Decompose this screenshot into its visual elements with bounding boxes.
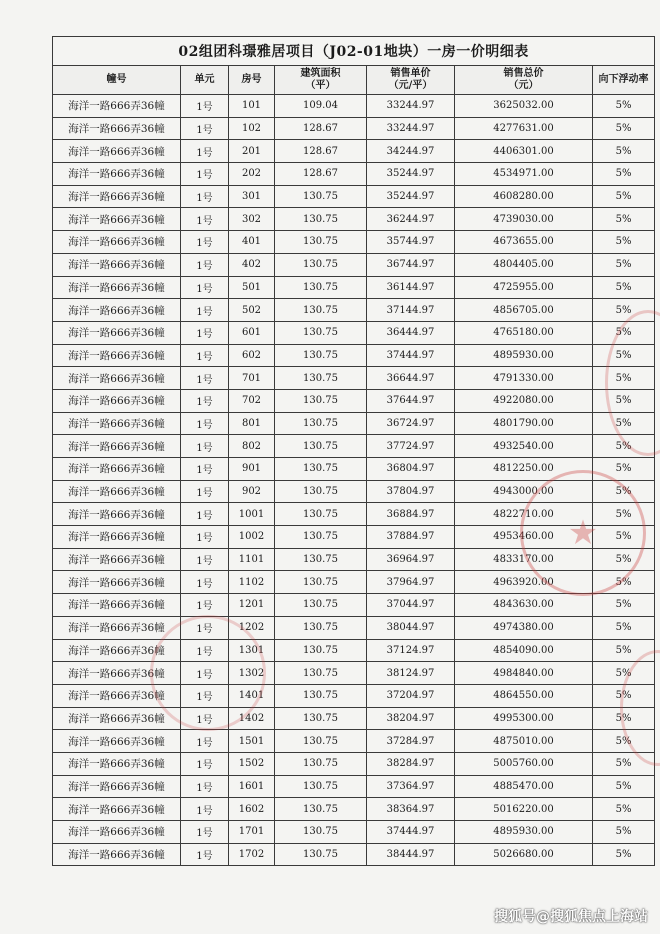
header-float-rate: 向下浮动率 <box>593 66 655 95</box>
cell-unit: 1号 <box>181 503 229 526</box>
table-row <box>53 730 655 753</box>
cell-area: 130.75 <box>275 730 367 753</box>
cell-area: 130.75 <box>275 571 367 594</box>
cell-area: 130.75 <box>275 480 367 503</box>
cell-total-price: 4277631.00 <box>455 117 593 140</box>
cell-room: 1402 <box>229 707 275 730</box>
table-row <box>53 185 655 208</box>
cell-room: 602 <box>229 344 275 367</box>
cell-unit: 1号 <box>181 321 229 344</box>
cell-building: 海洋一路666弄36幢 <box>53 253 181 276</box>
cell-building: 海洋一路666弄36幢 <box>53 480 181 503</box>
cell-total-price: 4725955.00 <box>455 276 593 299</box>
cell-float-rate: 5% <box>593 707 655 730</box>
cell-room: 202 <box>229 163 275 186</box>
table-row <box>53 458 655 481</box>
cell-float-rate: 5% <box>593 95 655 118</box>
cell-building: 海洋一路666弄36幢 <box>53 458 181 481</box>
table-row <box>53 367 655 390</box>
header-row <box>53 66 655 95</box>
cell-unit: 1号 <box>181 684 229 707</box>
cell-total-price: 4885470.00 <box>455 775 593 798</box>
table-row <box>53 594 655 617</box>
cell-unit-price: 35244.97 <box>367 163 455 186</box>
table-row <box>53 231 655 254</box>
cell-float-rate: 5% <box>593 435 655 458</box>
cell-unit-price: 37444.97 <box>367 344 455 367</box>
cell-unit-price: 35244.97 <box>367 185 455 208</box>
table-row <box>53 503 655 526</box>
cell-area: 130.75 <box>275 503 367 526</box>
cell-unit: 1号 <box>181 185 229 208</box>
cell-building: 海洋一路666弄36幢 <box>53 299 181 322</box>
table-row <box>53 548 655 571</box>
cell-building: 海洋一路666弄36幢 <box>53 208 181 231</box>
cell-room: 1201 <box>229 594 275 617</box>
cell-unit: 1号 <box>181 435 229 458</box>
cell-float-rate: 5% <box>593 775 655 798</box>
table-row <box>53 480 655 503</box>
cell-float-rate: 5% <box>593 798 655 821</box>
seal-star-icon: ★ <box>567 513 599 553</box>
cell-area: 130.75 <box>275 299 367 322</box>
cell-building: 海洋一路666弄36幢 <box>53 798 181 821</box>
cell-unit-price: 37644.97 <box>367 389 455 412</box>
cell-unit: 1号 <box>181 571 229 594</box>
cell-unit: 1号 <box>181 730 229 753</box>
cell-total-price: 5005760.00 <box>455 752 593 775</box>
cell-float-rate: 5% <box>593 730 655 753</box>
cell-building: 海洋一路666弄36幢 <box>53 821 181 844</box>
cell-unit-price: 33244.97 <box>367 95 455 118</box>
cell-unit-price: 37884.97 <box>367 526 455 549</box>
cell-total-price: 4953460.00 <box>455 526 593 549</box>
cell-area: 130.75 <box>275 208 367 231</box>
header-total-price-line1: 销售总价 <box>503 68 544 79</box>
cell-total-price: 4995300.00 <box>455 707 593 730</box>
cell-building: 海洋一路666弄36幢 <box>53 594 181 617</box>
cell-unit: 1号 <box>181 480 229 503</box>
cell-unit: 1号 <box>181 253 229 276</box>
cell-area: 130.75 <box>275 775 367 798</box>
cell-unit: 1号 <box>181 344 229 367</box>
cell-room: 402 <box>229 253 275 276</box>
table-row <box>53 208 655 231</box>
header-room: 房号 <box>229 66 275 95</box>
cell-total-price: 5026680.00 <box>455 843 593 866</box>
cell-building: 海洋一路666弄36幢 <box>53 95 181 118</box>
table-row <box>53 775 655 798</box>
cell-unit: 1号 <box>181 367 229 390</box>
cell-building: 海洋一路666弄36幢 <box>53 571 181 594</box>
cell-unit-price: 38124.97 <box>367 662 455 685</box>
cell-area: 130.75 <box>275 276 367 299</box>
cell-unit: 1号 <box>181 752 229 775</box>
header-total-price <box>455 66 593 95</box>
cell-unit-price: 37964.97 <box>367 571 455 594</box>
cell-area: 130.75 <box>275 707 367 730</box>
cell-building: 海洋一路666弄36幢 <box>53 276 181 299</box>
cell-float-rate: 5% <box>593 231 655 254</box>
cell-building: 海洋一路666弄36幢 <box>53 321 181 344</box>
cell-unit: 1号 <box>181 594 229 617</box>
table-row <box>53 616 655 639</box>
cell-area: 128.67 <box>275 117 367 140</box>
cell-area: 130.75 <box>275 526 367 549</box>
watermark-text: 搜狐号@搜狐焦点上海站 <box>494 909 648 925</box>
cell-unit-price: 38284.97 <box>367 752 455 775</box>
cell-unit: 1号 <box>181 458 229 481</box>
cell-float-rate: 5% <box>593 299 655 322</box>
table-row <box>53 299 655 322</box>
cell-float-rate: 5% <box>593 684 655 707</box>
cell-unit: 1号 <box>181 798 229 821</box>
cell-float-rate: 5% <box>593 821 655 844</box>
cell-room: 1101 <box>229 548 275 571</box>
cell-total-price: 3625032.00 <box>455 95 593 118</box>
cell-room: 102 <box>229 117 275 140</box>
table-row <box>53 843 655 866</box>
cell-room: 1502 <box>229 752 275 775</box>
cell-room: 1302 <box>229 662 275 685</box>
cell-unit-price: 38044.97 <box>367 616 455 639</box>
header-unit-price <box>367 66 455 95</box>
cell-total-price: 5016220.00 <box>455 798 593 821</box>
cell-building: 海洋一路666弄36幢 <box>53 140 181 163</box>
cell-unit-price: 37444.97 <box>367 821 455 844</box>
cell-float-rate: 5% <box>593 548 655 571</box>
cell-total-price: 4673655.00 <box>455 231 593 254</box>
cell-float-rate: 5% <box>593 276 655 299</box>
cell-float-rate: 5% <box>593 843 655 866</box>
header-area-line1: 建筑面积 <box>300 68 341 79</box>
cell-total-price: 4963920.00 <box>455 571 593 594</box>
cell-unit-price: 36244.97 <box>367 208 455 231</box>
cell-building: 海洋一路666弄36幢 <box>53 548 181 571</box>
cell-area: 109.04 <box>275 95 367 118</box>
cell-total-price: 4943000.00 <box>455 480 593 503</box>
cell-building: 海洋一路666弄36幢 <box>53 389 181 412</box>
cell-area: 130.75 <box>275 752 367 775</box>
cell-room: 1702 <box>229 843 275 866</box>
cell-float-rate: 5% <box>593 117 655 140</box>
header-building: 幢号 <box>53 66 181 95</box>
cell-building: 海洋一路666弄36幢 <box>53 843 181 866</box>
cell-total-price: 4833170.00 <box>455 548 593 571</box>
header-area-line2: （平） <box>305 80 336 91</box>
cell-room: 302 <box>229 208 275 231</box>
cell-room: 1601 <box>229 775 275 798</box>
cell-total-price: 4854090.00 <box>455 639 593 662</box>
cell-unit-price: 37144.97 <box>367 299 455 322</box>
cell-total-price: 4974380.00 <box>455 616 593 639</box>
cell-room: 301 <box>229 185 275 208</box>
table-row <box>53 707 655 730</box>
cell-float-rate: 5% <box>593 367 655 390</box>
cell-room: 902 <box>229 480 275 503</box>
header-area <box>275 66 367 95</box>
cell-unit-price: 38204.97 <box>367 707 455 730</box>
table-row <box>53 344 655 367</box>
cell-float-rate: 5% <box>593 480 655 503</box>
cell-area: 130.75 <box>275 435 367 458</box>
cell-unit: 1号 <box>181 231 229 254</box>
cell-area: 130.75 <box>275 684 367 707</box>
cell-unit-price: 38444.97 <box>367 843 455 866</box>
table-row <box>53 163 655 186</box>
cell-area: 130.75 <box>275 639 367 662</box>
cell-float-rate: 5% <box>593 321 655 344</box>
table-row <box>53 752 655 775</box>
cell-float-rate: 5% <box>593 412 655 435</box>
cell-total-price: 4895930.00 <box>455 344 593 367</box>
cell-unit: 1号 <box>181 276 229 299</box>
cell-float-rate: 5% <box>593 503 655 526</box>
cell-building: 海洋一路666弄36幢 <box>53 616 181 639</box>
cell-area: 130.75 <box>275 616 367 639</box>
cell-room: 701 <box>229 367 275 390</box>
cell-unit: 1号 <box>181 140 229 163</box>
cell-area: 130.75 <box>275 344 367 367</box>
cell-room: 1102 <box>229 571 275 594</box>
cell-float-rate: 5% <box>593 185 655 208</box>
cell-room: 101 <box>229 95 275 118</box>
cell-room: 502 <box>229 299 275 322</box>
cell-float-rate: 5% <box>593 526 655 549</box>
cell-area: 128.67 <box>275 140 367 163</box>
cell-unit: 1号 <box>181 117 229 140</box>
cell-room: 1002 <box>229 526 275 549</box>
cell-unit: 1号 <box>181 775 229 798</box>
cell-room: 1202 <box>229 616 275 639</box>
table-row <box>53 821 655 844</box>
price-list-sheet <box>52 36 654 866</box>
cell-unit-price: 34244.97 <box>367 140 455 163</box>
cell-float-rate: 5% <box>593 458 655 481</box>
cell-area: 130.75 <box>275 321 367 344</box>
cell-unit: 1号 <box>181 389 229 412</box>
cell-area: 130.75 <box>275 662 367 685</box>
cell-total-price: 4984840.00 <box>455 662 593 685</box>
cell-area: 130.75 <box>275 231 367 254</box>
cell-unit-price: 36744.97 <box>367 253 455 276</box>
cell-building: 海洋一路666弄36幢 <box>53 684 181 707</box>
cell-float-rate: 5% <box>593 571 655 594</box>
cell-total-price: 4804405.00 <box>455 253 593 276</box>
cell-building: 海洋一路666弄36幢 <box>53 662 181 685</box>
table-row <box>53 639 655 662</box>
cell-room: 1301 <box>229 639 275 662</box>
table-row <box>53 571 655 594</box>
cell-unit: 1号 <box>181 163 229 186</box>
table-row <box>53 435 655 458</box>
cell-room: 501 <box>229 276 275 299</box>
header-unit-price-line1: 销售单价 <box>390 68 431 79</box>
cell-building: 海洋一路666弄36幢 <box>53 412 181 435</box>
table-row <box>53 412 655 435</box>
cell-building: 海洋一路666弄36幢 <box>53 775 181 798</box>
cell-area: 130.75 <box>275 843 367 866</box>
cell-float-rate: 5% <box>593 163 655 186</box>
cell-total-price: 4843630.00 <box>455 594 593 617</box>
cell-area: 130.75 <box>275 367 367 390</box>
table-row <box>53 140 655 163</box>
cell-area: 130.75 <box>275 548 367 571</box>
cell-unit-price: 38364.97 <box>367 798 455 821</box>
table-title: 02组团科璟雅居项目（J02-01地块）一房一价明细表 <box>53 37 655 66</box>
cell-total-price: 4812250.00 <box>455 458 593 481</box>
cell-unit-price: 33244.97 <box>367 117 455 140</box>
cell-building: 海洋一路666弄36幢 <box>53 707 181 730</box>
cell-room: 601 <box>229 321 275 344</box>
cell-unit-price: 37724.97 <box>367 435 455 458</box>
cell-area: 130.75 <box>275 389 367 412</box>
header-total-price-line2: （元） <box>508 80 539 91</box>
cell-unit: 1号 <box>181 299 229 322</box>
cell-unit: 1号 <box>181 843 229 866</box>
cell-unit-price: 37204.97 <box>367 684 455 707</box>
cell-total-price: 4791330.00 <box>455 367 593 390</box>
cell-total-price: 4922080.00 <box>455 389 593 412</box>
cell-unit-price: 37284.97 <box>367 730 455 753</box>
cell-building: 海洋一路666弄36幢 <box>53 435 181 458</box>
cell-unit: 1号 <box>181 616 229 639</box>
cell-room: 1501 <box>229 730 275 753</box>
cell-building: 海洋一路666弄36幢 <box>53 231 181 254</box>
cell-total-price: 4895930.00 <box>455 821 593 844</box>
table-row <box>53 253 655 276</box>
table-row <box>53 662 655 685</box>
table-row <box>53 389 655 412</box>
cell-room: 702 <box>229 389 275 412</box>
cell-room: 201 <box>229 140 275 163</box>
cell-room: 1602 <box>229 798 275 821</box>
cell-total-price: 4801790.00 <box>455 412 593 435</box>
cell-building: 海洋一路666弄36幢 <box>53 503 181 526</box>
cell-unit: 1号 <box>181 95 229 118</box>
table-row <box>53 798 655 821</box>
cell-building: 海洋一路666弄36幢 <box>53 639 181 662</box>
cell-unit-price: 35744.97 <box>367 231 455 254</box>
cell-unit-price: 36724.97 <box>367 412 455 435</box>
cell-area: 130.75 <box>275 253 367 276</box>
cell-building: 海洋一路666弄36幢 <box>53 730 181 753</box>
cell-building: 海洋一路666弄36幢 <box>53 526 181 549</box>
cell-total-price: 4875010.00 <box>455 730 593 753</box>
cell-unit: 1号 <box>181 208 229 231</box>
cell-total-price: 4406301.00 <box>455 140 593 163</box>
cell-area: 130.75 <box>275 798 367 821</box>
price-table <box>52 36 655 866</box>
cell-building: 海洋一路666弄36幢 <box>53 185 181 208</box>
cell-room: 1701 <box>229 821 275 844</box>
cell-unit-price: 36804.97 <box>367 458 455 481</box>
table-row <box>53 684 655 707</box>
cell-total-price: 4856705.00 <box>455 299 593 322</box>
cell-building: 海洋一路666弄36幢 <box>53 752 181 775</box>
cell-total-price: 4534971.00 <box>455 163 593 186</box>
cell-float-rate: 5% <box>593 594 655 617</box>
cell-room: 401 <box>229 231 275 254</box>
cell-building: 海洋一路666弄36幢 <box>53 344 181 367</box>
table-row <box>53 526 655 549</box>
cell-unit-price: 36884.97 <box>367 503 455 526</box>
cell-unit-price: 37124.97 <box>367 639 455 662</box>
cell-building: 海洋一路666弄36幢 <box>53 367 181 390</box>
cell-area: 130.75 <box>275 594 367 617</box>
cell-float-rate: 5% <box>593 344 655 367</box>
table-body <box>53 95 655 866</box>
table-row <box>53 117 655 140</box>
cell-unit-price: 37364.97 <box>367 775 455 798</box>
cell-total-price: 4822710.00 <box>455 503 593 526</box>
cell-float-rate: 5% <box>593 752 655 775</box>
cell-room: 1401 <box>229 684 275 707</box>
header-unit: 单元 <box>181 66 229 95</box>
cell-float-rate: 5% <box>593 639 655 662</box>
cell-unit-price: 36644.97 <box>367 367 455 390</box>
table-row <box>53 95 655 118</box>
cell-area: 130.75 <box>275 412 367 435</box>
cell-unit-price: 37804.97 <box>367 480 455 503</box>
cell-unit-price: 36444.97 <box>367 321 455 344</box>
cell-total-price: 4864550.00 <box>455 684 593 707</box>
cell-unit: 1号 <box>181 821 229 844</box>
cell-area: 128.67 <box>275 163 367 186</box>
cell-unit-price: 36964.97 <box>367 548 455 571</box>
cell-unit: 1号 <box>181 662 229 685</box>
cell-float-rate: 5% <box>593 389 655 412</box>
cell-building: 海洋一路666弄36幢 <box>53 163 181 186</box>
cell-total-price: 4932540.00 <box>455 435 593 458</box>
cell-float-rate: 5% <box>593 662 655 685</box>
cell-unit-price: 36144.97 <box>367 276 455 299</box>
cell-unit-price: 37044.97 <box>367 594 455 617</box>
cell-area: 130.75 <box>275 185 367 208</box>
cell-float-rate: 5% <box>593 253 655 276</box>
header-unit-price-line2: （元/平） <box>388 80 433 91</box>
cell-total-price: 4608280.00 <box>455 185 593 208</box>
cell-unit: 1号 <box>181 548 229 571</box>
cell-area: 130.75 <box>275 458 367 481</box>
cell-room: 1001 <box>229 503 275 526</box>
cell-building: 海洋一路666弄36幢 <box>53 117 181 140</box>
cell-room: 802 <box>229 435 275 458</box>
cell-room: 801 <box>229 412 275 435</box>
cell-unit: 1号 <box>181 526 229 549</box>
cell-unit: 1号 <box>181 639 229 662</box>
cell-float-rate: 5% <box>593 208 655 231</box>
cell-unit: 1号 <box>181 412 229 435</box>
cell-room: 901 <box>229 458 275 481</box>
table-row <box>53 276 655 299</box>
cell-float-rate: 5% <box>593 616 655 639</box>
cell-float-rate: 5% <box>593 140 655 163</box>
table-row <box>53 321 655 344</box>
cell-total-price: 4739030.00 <box>455 208 593 231</box>
cell-area: 130.75 <box>275 821 367 844</box>
cell-unit: 1号 <box>181 707 229 730</box>
cell-total-price: 4765180.00 <box>455 321 593 344</box>
